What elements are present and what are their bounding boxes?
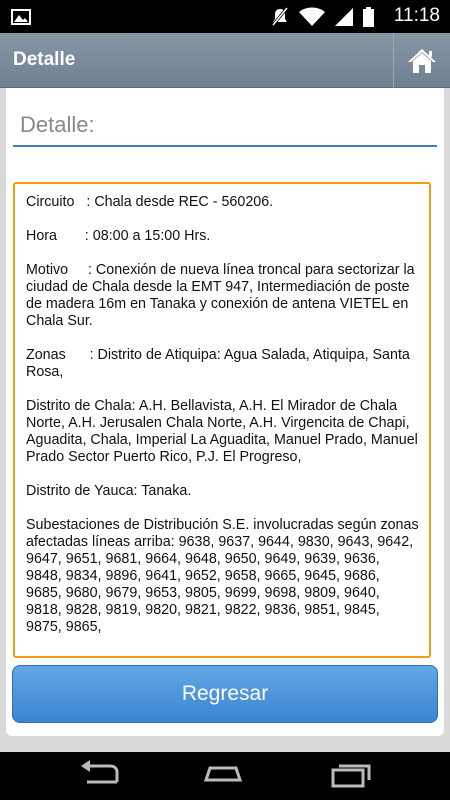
home-nav-icon[interactable] <box>200 760 246 790</box>
detail-paragraph-circuito: Circuito : Chala desde REC - 560206. <box>26 194 274 210</box>
detalle-field-underline <box>13 145 437 147</box>
signal-icon <box>335 7 353 27</box>
detalle-field-label: Detalle: <box>20 112 95 137</box>
image-notification-icon <box>11 9 31 25</box>
detail-paragraph-motivo: Motivo : Conexión de nueva línea troncal para sectorizar la ciudad de Chala desde la EMT 947, Intermediación de poste de madera 16m en Tanaka y conexión de antena VIETEL en Chala Sur. <box>26 262 419 329</box>
navigation-bar <box>0 752 450 800</box>
regresar-button[interactable]: Regresar <box>12 665 438 723</box>
recent-apps-icon[interactable] <box>327 760 373 790</box>
detail-paragraph-hora: Hora : 08:00 a 15:00 Hrs. <box>26 228 211 244</box>
detail-textarea[interactable] <box>13 182 431 658</box>
detail-paragraph-subestaciones: Subestaciones de Distribución S.E. involucradas según zonas afectadas líneas arriba: 9638, 9637, 9644, 9830, 9643, 9642, 9647, 9651, 9681, 9664, 9648, 9650, 9649, 9639, 9636, 9848, 9834, 9896, 9641, 9652, 9658, 9665, 9645, 9686, 9685, 9680, 9679, 9653, 9805, 9699, 9698, 9809, 9640, 9818, 9828, 9819, 9820, 9821, 9822, 9836, 9851, 9845, 9875, 9865, <box>26 517 419 635</box>
battery-icon <box>363 7 374 27</box>
home-icon <box>407 48 437 74</box>
detail-paragraph-chala: Distrito de Chala: A.H. Bellavista, A.H. El Mirador de Chala Norte, A.H. Jerusalen Chala Norte, A.H. Virgencita de Chapi, Aguadita, Chala, Imperial La Aguadita, Manuel Prado, Manuel Prado Sector Puerto Rico, P.J. El Progreso, <box>26 398 418 465</box>
wifi-icon <box>299 7 325 27</box>
detail-text <box>15 184 429 636</box>
page-title: Detalle <box>13 49 76 70</box>
status-icons <box>271 7 374 27</box>
detail-paragraph-zonas: Zonas : Distrito de Atiquipa: Agua Salada, Atiquipa, Santa Rosa, <box>26 347 414 380</box>
status-bar <box>0 0 450 33</box>
status-time: 11:18 <box>393 5 440 26</box>
detail-paragraph-yauca: Distrito de Yauca: Tanaka. <box>26 483 192 499</box>
detail-card <box>6 88 444 736</box>
back-icon[interactable] <box>77 760 123 790</box>
home-button[interactable] <box>393 33 450 88</box>
action-bar <box>0 33 450 88</box>
mute-icon <box>271 7 289 27</box>
